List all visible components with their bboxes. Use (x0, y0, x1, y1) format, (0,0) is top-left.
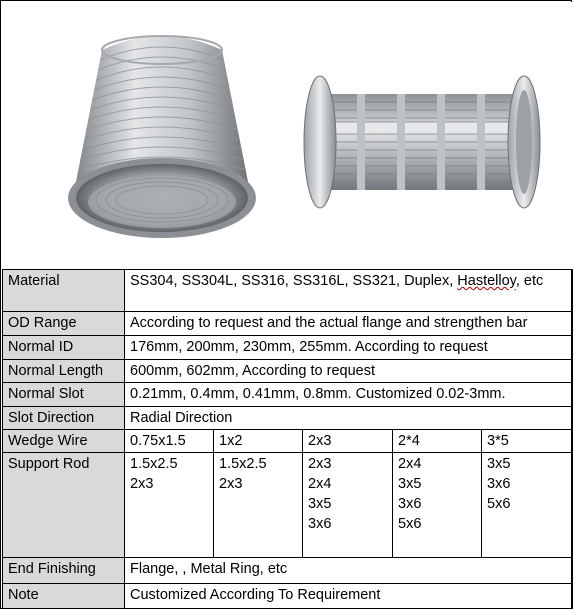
row-end-finishing (3, 558, 573, 584)
end-finishing-value: Flange, , Metal Ring, etc (125, 558, 573, 584)
support-rod-value: 3x6 (398, 496, 422, 512)
support-rod-value: 5x6 (487, 496, 511, 512)
support-rod-label: Support Rod (3, 453, 125, 558)
wedge-wire-value: 1x2 (214, 430, 303, 453)
note-value: Customized According To Requirement (125, 584, 573, 609)
row-support-rod (3, 453, 573, 558)
specification-table (2, 269, 573, 609)
slot-direction-value: Radial Direction (125, 407, 573, 430)
support-rod-value: 3x6 (487, 476, 511, 492)
normal-length-value: 600mm, 602mm, According to request (125, 360, 573, 383)
support-rod-value: 3x5 (487, 456, 511, 472)
wedge-wire-value: 2x3 (303, 430, 393, 453)
material-value (125, 270, 573, 312)
product-photo (2, 2, 572, 270)
support-rod-value: 1.5x2.5 (130, 456, 178, 472)
normal-slot-value: 0.21mm, 0.4mm, 0.41mm, 0.8mm. Customized 0.02-3mm. (125, 383, 573, 407)
cylinder-right (304, 76, 540, 208)
material-value-hastelloy: Hastelloy (457, 273, 516, 289)
support-rod-value: 2x4 (308, 476, 332, 492)
support-rod-column-1 (125, 453, 214, 558)
row-normal-slot (3, 383, 573, 407)
material-value-part-a: SS304, SS304L, SS316, SS316L, SS321, Duplex, (130, 273, 458, 289)
wedge-wire-label: Wedge Wire (3, 430, 125, 453)
support-rod-value: 3x6 (308, 516, 332, 532)
row-note (3, 584, 573, 609)
support-rod-value: 1.5x2.5 (219, 456, 267, 472)
support-rod-value: 2x3 (130, 476, 154, 492)
support-rod-column-4 (393, 453, 482, 558)
slot-direction-label: Slot Direction (3, 407, 125, 430)
wedge-wire-value: 3*5 (482, 430, 573, 453)
wedge-wire-screen-illustration (2, 2, 572, 269)
support-rod-value: 2x3 (219, 476, 243, 492)
support-rod-value: 3x5 (398, 476, 422, 492)
normal-id-value: 176mm, 200mm, 230mm, 255mm. According to request (125, 336, 573, 360)
row-normal-length (3, 360, 573, 383)
row-normal-id (3, 336, 573, 360)
row-wedge-wire (3, 430, 573, 453)
support-rod-value: 3x5 (308, 496, 332, 512)
support-rod-column-2 (214, 453, 303, 558)
support-rod-column-5 (482, 453, 573, 558)
od-range-value: According to request and the actual flange and strengthen bar (125, 312, 573, 336)
wedge-wire-value: 2*4 (393, 430, 482, 453)
cylinder-left (68, 36, 256, 238)
note-label: Note (3, 584, 125, 609)
material-label: Material (3, 270, 125, 312)
row-od-range (3, 312, 573, 336)
od-range-label: OD Range (3, 312, 125, 336)
row-slot-direction (3, 407, 573, 430)
support-rod-column-3 (303, 453, 393, 558)
material-value-part-c: , etc (515, 273, 544, 289)
normal-id-label: Normal ID (3, 336, 125, 360)
normal-slot-label: Normal Slot (3, 383, 125, 407)
row-material (3, 270, 573, 312)
normal-length-label: Normal Length (3, 360, 125, 383)
end-finishing-label: End Finishing (3, 558, 125, 584)
support-rod-value: 2x4 (398, 456, 422, 472)
wedge-wire-value: 0.75x1.5 (125, 430, 214, 453)
support-rod-value: 5x6 (398, 516, 422, 532)
support-rod-value: 2x3 (308, 456, 332, 472)
